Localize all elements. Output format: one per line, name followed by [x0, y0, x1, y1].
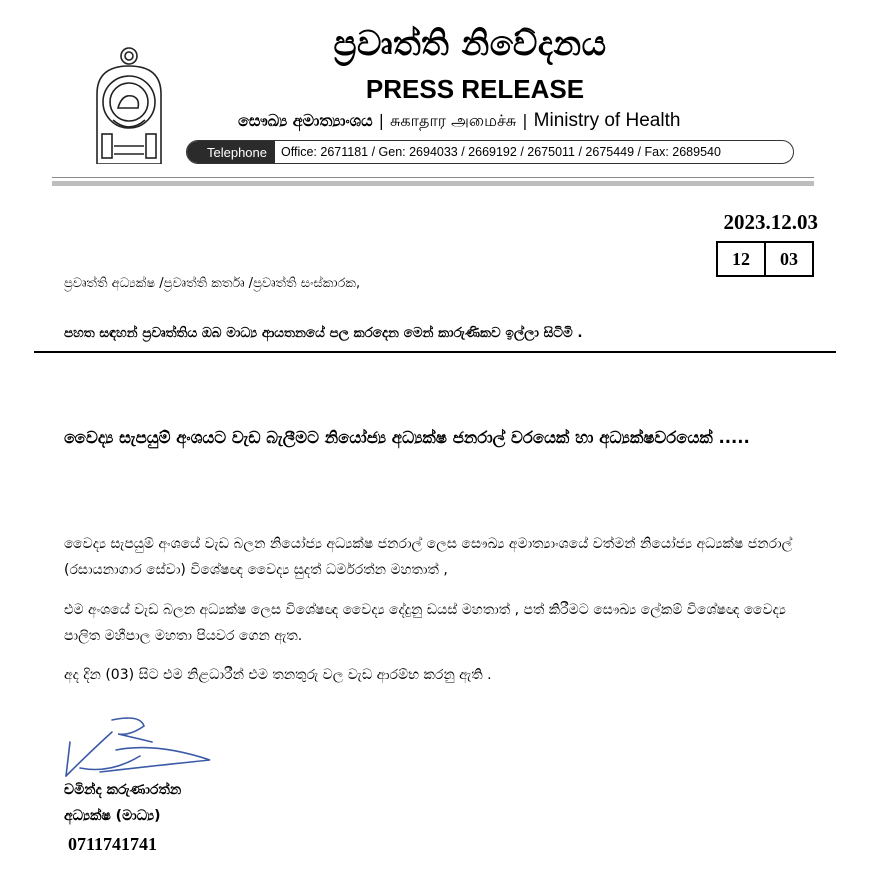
reference-month: 12	[732, 248, 750, 269]
body-paragraph-2: එම අංශයේ වැඩ බලන අධ්‍යක්ෂ ලෙස විශේෂඥ වෛද්‍ය දේදුනු ඩයස් මහතාත් , පත් කිරීමට සෞඛ්‍ය ලේකම් විශේෂඥ වෛද්‍ය පාලිත මහීපාල මහතා පියවර ගෙන ඇත.	[64, 602, 786, 644]
signatory-name: චමින්ද කරුණාරත්න	[64, 782, 182, 798]
release-date: 2023.12.03	[723, 210, 818, 234]
signatory-phone: 0711741741	[68, 834, 158, 854]
reference-box	[716, 241, 814, 277]
publication-request: පහත සඳහන් ප්‍රවෘත්තිය ඔබ මාධ්‍ය ආයතනයේ පල කරදෙන මෙන් කාරුණිකව ඉල්ලා සිටිමි .	[64, 325, 583, 341]
handwritten-signature-icon	[60, 712, 220, 784]
header-divider-thin	[52, 177, 814, 178]
ministry-name-tamil: சுகாதார அமைச்சு	[389, 111, 517, 130]
telephone-numbers: Office: 2671181 / Gen: 2694033 / 2669192 / 2675011 / 2675449 / Fax: 2689540	[281, 145, 721, 159]
sri-lanka-emblem-icon	[88, 42, 170, 164]
addressee-line: ප්‍රවෘත්ති අධ්‍යක්ෂ /ප්‍රවෘත්ති කර්තෘ /ප්‍රවෘත්ති සංස්කාරක,	[64, 276, 361, 291]
telephone-bar	[186, 140, 794, 164]
press-release-title-sinhala: ප්‍රවෘත්ති නිවේදනය	[333, 24, 607, 64]
body-paragraph-3: අද දින (03) සිට එම නිළධාරීන් එම තනතුරු වල වැඩ ආරම්භ කරනු ඇති .	[64, 667, 492, 683]
body-paragraph-1: වෛද්‍ය සැපයුම් අංශයේ වැඩ බලන නියෝජ්‍ය අධ්‍යක්ෂ ජනරාල් ලෙස සෞඛ්‍ය අමාත්‍යාංශයේ වත්මන් නියෝජ්‍ය අධ්‍යක්ෂ ජනරාල් (රසායනාගාර සේවා) විශේෂඥ වෛද්‍ය සුදත් ධර්මරත්න මහතාත් ,	[64, 536, 793, 578]
reference-day: 03	[764, 243, 812, 275]
news-headline: වෛද්‍ය සැපයුම් අංශයට වැඩ බැලීමට නියෝජ්‍ය අධ්‍යක්ෂ ජනරාල් වරයෙක් හා අධ්‍යක්ෂවරයෙක් .....	[64, 428, 750, 447]
ministry-line: සෞඛ්‍ය අමාත්‍යාංශය | சுகாதார அமைச்சு | Ministry of Health	[238, 110, 681, 131]
section-divider	[34, 351, 836, 353]
press-release-title-english: PRESS RELEASE	[365, 74, 585, 104]
telephone-label: Telephone	[187, 141, 275, 163]
signatory-title: අධ්‍යක්ෂ (මාධ්‍ය)	[64, 808, 161, 824]
header-divider-thick	[52, 181, 814, 186]
ministry-name-sinhala: සෞඛ්‍ය අමාත්‍යාංශය	[238, 111, 373, 130]
ministry-name-english: Ministry of Health	[533, 110, 681, 131]
